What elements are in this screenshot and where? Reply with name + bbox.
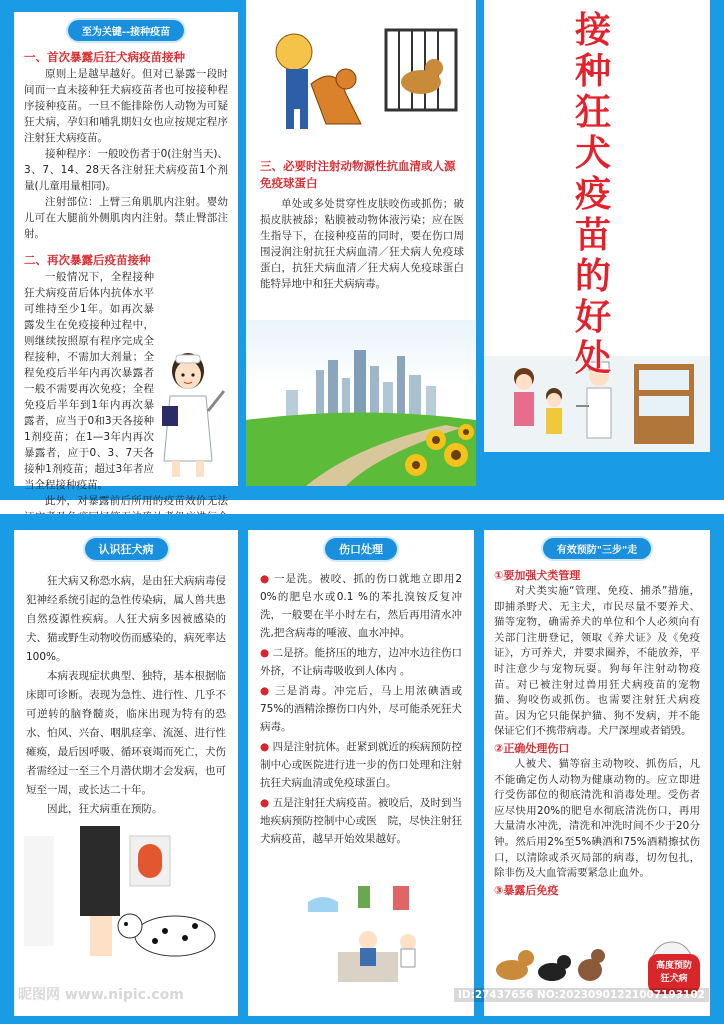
bullet-text: 三是消毒。冲完后，马上用浓碘酒或75%的酒精涂擦伤口内外，尽可能杀死狂犬病毒。 <box>260 685 463 733</box>
top-panel-antiserum <box>246 0 476 486</box>
bullet-text: 四是注射抗体。赶紧到就近的疾病预防控制中心或医院进行进一步的伤口处理和注射抗狂犬病血清或免疫球蛋白。 <box>260 741 463 789</box>
dog-bite-illustration <box>20 826 232 976</box>
dog-illustration <box>266 24 466 134</box>
bullet-item: ● 三是消毒。冲完后，马上用浓碘酒或75%的酒精涂擦伤口内外，尽可能杀死狂犬病毒。 <box>260 685 463 733</box>
paragraph: 对犬类实施“管理、免疫、捕杀”措施，即捕杀野犬、无主犬，市民尽量不要养犬、猫等宠物，确需养犬的单位和个人必须向有关部门注册登记，领取《养犬证》及《免疫证》，方可养犬，并要求圈养，不能放养，平时注意少与宠物玩耍。狗每年注射动物疫苗。对已被注射过兽用狂犬病疫苗的宠物猫、狗咬伤或抓伤。也需要注射狂犬病疫苗。因为它只能保护猫、狗不发病，并不能保证它们不携带病毒。犬尸深埋或者销毁。 <box>494 585 700 738</box>
badge-text: 高度预防狂犬病 <box>655 961 692 984</box>
bullet-text: 一是洗。被咬、抓的伤口就地立即用2 0%的肥皂水或0.1 %的苯扎溴铵反复冲洗，一般要在半小时左右，然后再用清水冲洗,把含病毒的唾液、血水冲掉。 <box>260 573 463 639</box>
section-title-re-exposure: 二、再次暴露后疫苗接种 <box>24 253 151 267</box>
city-skyline-icon <box>246 320 476 486</box>
section-pill: 有效预防"三步"走 <box>543 538 651 559</box>
cover-title-char: 好 <box>574 297 611 338</box>
paragraph: 此外，对暴露前后所用的疫苗效价无法 <box>45 495 228 507</box>
section-title-antiserum: 三、必要时注射动物源性抗血清或人源免疫球蛋白 <box>260 159 456 190</box>
bullet-item: ● 五是注射狂犬病疫苗。被咬后，及时到当地疾病预防控制中心或医 院，尽快注射狂犬病疫苗，越早开始效果越好。 <box>260 797 463 845</box>
bottom-panel-wound-care <box>248 530 474 1016</box>
top-panel-vaccination <box>14 12 238 507</box>
bullet-item: ● 二是挤。能挤压的地方，边冲水边往伤口外挤，不让病毒吸收到人体内 。 <box>260 647 463 677</box>
paragraph: 一般情况下，全程接种狂犬病疫苗后体内抗体水平可维持至少1年。如再次暴露发生在免疫接种过程中，则继续按照原有程序完成全程接种，不需加大剂量；全程免疫后半年内再次暴露者一般不需要再次免疫；全程免疫后半年到1年内再次暴露者，应当于0和3天各接种1剂疫苗；在1—3年内再次暴露者，应于0、3、7天各接种1剂疫苗；超过3年者应当全程接种疫苗。 <box>24 271 154 491</box>
paragraph: 原则上是越早越好。但对已暴露一段时间而一直未接种狂犬病疫苗者也可按接种程序接种疫苗。一旦不能排除伤人动物为可疑狂犬病，孕妇和哺乳期妇女也应按规定程序注射狂犬病疫苗。 <box>24 68 228 144</box>
section-pill: 伤口处理 <box>325 538 397 560</box>
paragraph: 因此，狂犬病重在预防。 <box>47 803 163 815</box>
bullet-item: ● 一是洗。被咬、抓的伤口就地立即用2 0%的肥皂水或0.1 %的苯扎溴铵反复冲洗，一般要在半小时左右，然后再用清水冲洗,把含病毒的唾液、血水冲掉。 <box>260 573 463 639</box>
cover-title-char: 处 <box>574 338 611 379</box>
cover-title-char: 犬 <box>574 133 611 174</box>
wound-care-illustration <box>298 882 468 1000</box>
cover-title-char: 狂 <box>574 92 611 133</box>
city-landscape-illustration <box>246 320 476 486</box>
paragraph: 狂犬病又称恐水病，是由狂犬病病毒侵犯神经系统引起的急性传染病，属人兽共患自然疫源性疾病。人狂犬病多因被感染的犬、猫或野生动物咬伤而感染的，病死率达100%。 <box>26 575 226 663</box>
cover-title-char: 种 <box>574 51 611 92</box>
nurse-illustration <box>158 351 228 481</box>
step-title-dog-management: ①要加强犬类管理 <box>494 569 581 582</box>
bullet-item: ● 四是注射抗体。赶紧到就近的疾病预防控制中心或医院进行进一步的伤口处理和注射抗狂犬病血清或免疫球蛋白。 <box>260 741 463 789</box>
section-title-first-exposure: 一、首次暴露后狂犬病疫苗接种 <box>24 50 185 64</box>
nurse-icon <box>158 351 228 481</box>
cover-title <box>570 10 616 379</box>
paragraph: 人被犬、猫等宿主动物咬、抓伤后，凡不能确定伤人动物为健康动物的。应立即进行受伤部位的彻底清洗和消毒处理。受伤者应尽快用20%的肥皂水彻底清洗伤口，再用大量清水冲洗，清洗和冲洗时间不少于20分钟。然后用2%至5%碘酒和75%酒精擦拭伤口，以清除或杀灭局部的病毒，切勿包扎，除非伤及大血管需要紧急止血外。 <box>494 757 700 880</box>
section-pill: 至为关键--接种疫苗 <box>68 20 184 41</box>
cover-title-char: 苗 <box>574 215 611 256</box>
bullet-text: 五是注射狂犬病疫苗。被咬后，及时到当地疾病预防控制中心或医 院，尽快注射狂犬病疫苗，越早开始效果越好。 <box>260 797 463 845</box>
cover-title-char: 疫 <box>574 174 611 215</box>
step-title-post-exposure-immunization: ③暴露后免疫 <box>494 883 559 897</box>
step-title-wound-treatment: ②正确处理伤口 <box>494 741 570 755</box>
paragraph: 注射部位：上臂三角肌肌内注射。婴幼儿可在大腿前外侧肌肉内注射。禁止臀部注射。 <box>24 196 228 240</box>
paragraph: 接种程序：一般咬伤者于0(注射当天)、3、7、14、28天各注射狂犬病疫苗1个剂量(儿童用量相同)。 <box>24 148 228 192</box>
bottom-panel-about-rabies <box>14 530 238 1016</box>
section-pill: 认识狂犬病 <box>85 538 168 560</box>
cover-blue-band <box>484 452 710 486</box>
cover-title-char: 的 <box>574 256 611 297</box>
rabid-dog-cartoon-icon <box>266 24 466 134</box>
bullet-text: 二是挤。能挤压的地方，边冲水边往伤口外挤，不让病毒吸收到人体内 。 <box>260 647 463 677</box>
cover-title-char: 接 <box>574 10 611 51</box>
wound-care-steps-icon <box>298 882 468 1000</box>
watermark-logo: 昵图网 www.nipic.com <box>18 987 184 1003</box>
dog-bite-leg-icon <box>20 826 232 976</box>
paragraph: 单处或多处贯穿性皮肤咬伤或抓伤；破损皮肤被舔；粘膜被动物体液污染；应在医生指导下，在接种疫苗的同时，要在伤口周围浸润注射抗狂犬病血清／狂犬病人免疫球蛋白，抗狂犬病血清／狂犬病人免疫球蛋白能特异地中和狂犬病病毒。 <box>260 198 464 290</box>
watermark-id: ID:27437656 NO:20230901221007193102 <box>454 988 709 1002</box>
paragraph: 本病表现症状典型、独特，基本根据临床即可诊断。表现为急性、进行性、几乎不可逆转的脑脊髓炎，临床出现为特有的恐水、怕风、兴奋、咽肌痉挛、流涎、进行性瘫痪，最后因呼吸、循环衰竭而死亡，犬伤者需经过一至三个月潜伏期才会发病，也可短至一周，或长达二十年。 <box>26 670 226 796</box>
bottom-panel-prevention <box>484 530 710 1016</box>
